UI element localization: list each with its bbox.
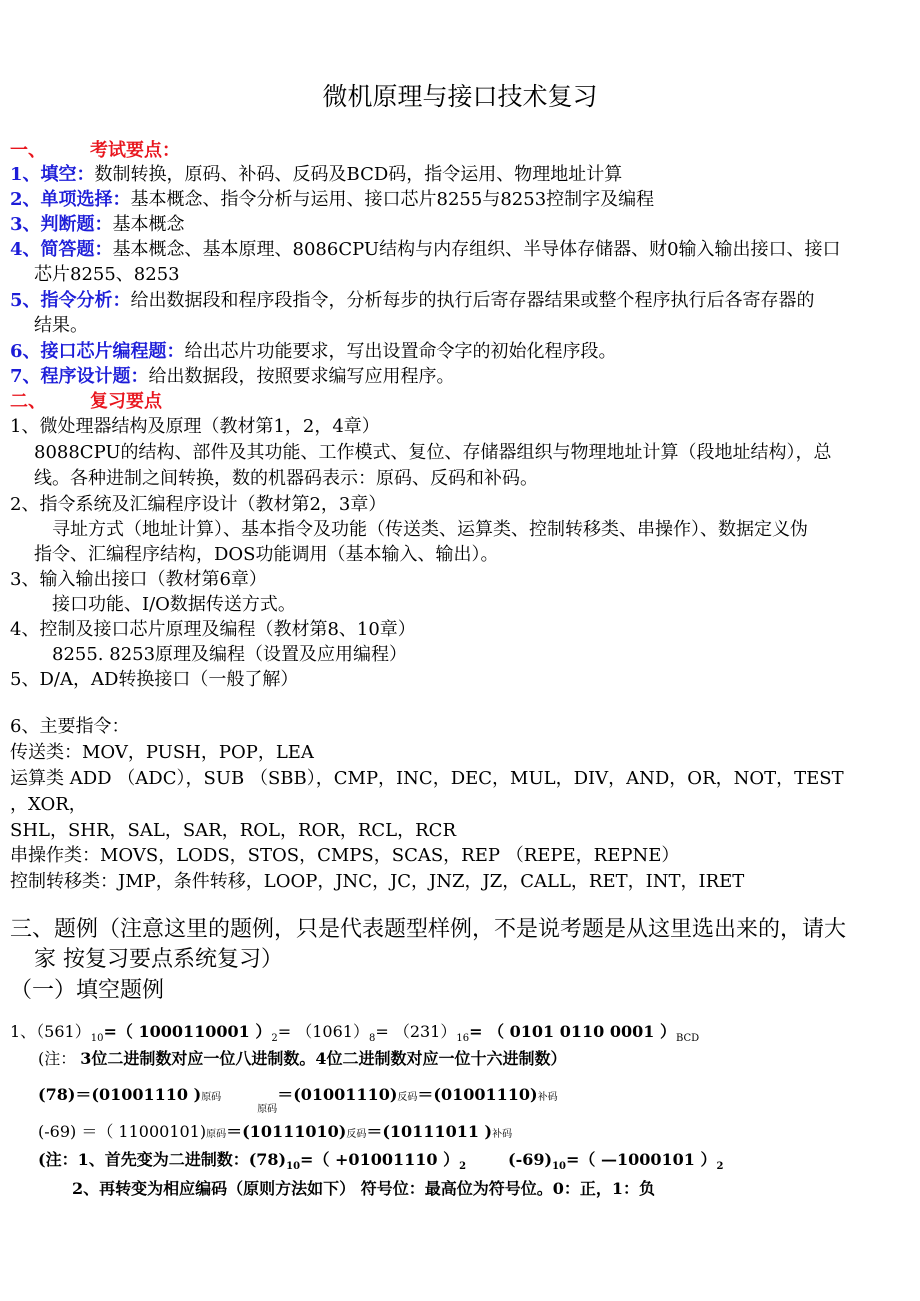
note-1: (注： 3位二进制数对应一位八进制数。4位二进制数对应一位十六进制数） <box>38 1049 567 1068</box>
section-2-label: 复习要点 <box>90 391 162 412</box>
section-3-heading: 三、题例（注意这里的题例，只是代表题型样例，不是说考题是从这里选出来的，请大 <box>10 917 847 942</box>
exam-item-text: 数制转换，原码、补码、反码及BCD码，指令运用、物理地址计算 <box>94 164 623 185</box>
exam-item-label: 1、填空： <box>10 164 95 185</box>
exam-item-label: 3、判断题： <box>10 214 113 235</box>
exam-item-label: 7、程序设计题： <box>10 366 149 387</box>
page-title: 微机原理与接口技术复习 <box>322 82 598 111</box>
exam-item-label: 4、简答题： <box>10 239 113 260</box>
review-item-2-detail-cont: 指令、汇编程序结构，DOS功能调用（基本输入、输出）。 <box>34 544 499 565</box>
section-1-label: 考试要点： <box>90 140 180 161</box>
exam-item-label: 6、接口芯片编程题： <box>10 341 185 362</box>
exam-item-text: 基本概念 <box>112 214 185 235</box>
review-item-5: 5、D/A，AD转换接口（一般了解） <box>10 669 299 690</box>
exam-item-5-cont: 结果。 <box>34 315 88 336</box>
exam-item-4-cont: 芯片8255、8253 <box>34 264 180 285</box>
section-1-heading <box>10 139 180 163</box>
section-2-number: 二、 <box>10 391 46 412</box>
exam-item-label: 5、指令分析： <box>10 290 131 311</box>
example-2: (78)＝(01001110 )原码$_{原码}$＝(01001110)反码＝(01001110)补码 <box>38 1085 558 1115</box>
instr-shift: SHL，SHR，SAL，SAR，ROL，ROR，RCL，RCR <box>10 820 457 841</box>
note-3: 2、再转变为相应编码（原则方法如下） 符号位：最高位为符号位。0：正，1：负 <box>72 1179 655 1198</box>
review-item-6: 6、主要指令： <box>10 716 130 737</box>
exam-item-2 <box>10 188 654 212</box>
review-item-1: 1、微处理器结构及原理（教材第1，2，4章） <box>10 416 380 437</box>
exam-item-text: 基本概念、基本原理、8086CPU结构与内存组织、半导体存储器、财0输入输出接口、接口 <box>112 239 841 260</box>
subsection-fill-in: （一）填空题例 <box>10 978 165 1003</box>
instr-arith-cont: ，XOR， <box>10 794 87 815</box>
instr-transfer: 传送类：MOV，PUSH，POP，LEA <box>10 742 314 763</box>
exam-item-text: 给出数据段和程序段指令，分析每步的执行后寄存器结果或整个程序执行后各寄存器的 <box>130 290 815 311</box>
instr-control: 控制转移类：JMP，条件转移，LOOP，JNC，JC，JNZ，JZ，CALL，RET，INT，IRET <box>10 871 745 892</box>
section-2-heading <box>10 390 162 414</box>
example-3: (-69) ＝（ 11000101)原码＝(10111010)反码＝(10111011 )补码 <box>38 1122 513 1141</box>
review-item-1-detail-cont: 线。各种进制之间转换，数的机器码表示：原码、反码和补码。 <box>34 468 538 489</box>
example-1: 1、$(561)_{10}=$（ 1000110001 ）$_2= (1061)_8= (231)_{16}=$ （ 0101 0110 0001 ）$_{BCD}$ <box>10 1022 700 1044</box>
exam-item-text: 给出数据段，按照要求编写应用程序。 <box>148 366 455 387</box>
exam-item-3 <box>10 213 185 237</box>
review-item-3: 3、输入输出接口（教材第6章） <box>10 569 267 590</box>
exam-item-7 <box>10 365 455 389</box>
instr-arith: 运算类 ADD （ADC），SUB （SBB），CMP，INC，DEC，MUL，DIV，AND，OR，NOT，TEST <box>10 768 844 789</box>
review-item-1-detail: 8088CPU的结构、部件及其功能、工作模式、复位、存储器组织与物理地址计算（段地址结构），总 <box>34 442 832 463</box>
exam-item-6 <box>10 340 617 364</box>
exam-item-text: 给出芯片功能要求，写出设置命令字的初始化程序段。 <box>184 341 617 362</box>
exam-item-text: 基本概念、指令分析与运用、接口芯片8255与8253控制字及编程 <box>130 189 655 210</box>
review-item-2: 2、指令系统及汇编程序设计（教材第2，3章） <box>10 494 387 515</box>
exam-item-1 <box>10 163 622 187</box>
review-item-2-detail: 寻址方式（地址计算）、基本指令及功能（传送类、运算类、控制转移类、串操作）、数据定义伪 <box>52 519 808 540</box>
section-3-heading-cont: 家 按复习要点系统复习） <box>34 947 283 972</box>
review-item-4-detail: 8255. 8253原理及编程（设置及应用编程） <box>52 644 408 665</box>
exam-item-label: 2、单项选择： <box>10 189 131 210</box>
instr-string: 串操作类：MOVS，LODS，STOS，CMPS，SCAS，REP （REPE，REPNE） <box>10 845 680 866</box>
note-2: (注：1、首先变为二进制数：$(78)_{10}=( +01001110$ ）$_2$ $(-69)_{10}=$（ —1000101 ）$_2$ <box>38 1150 724 1172</box>
review-item-3-detail: 接口功能、I/O数据传送方式。 <box>52 594 296 615</box>
exam-item-4 <box>10 238 841 262</box>
exam-item-5 <box>10 289 815 313</box>
section-1-number: 一、 <box>10 140 46 161</box>
review-item-4: 4、控制及接口芯片原理及编程（教材第8、10章） <box>10 619 416 640</box>
